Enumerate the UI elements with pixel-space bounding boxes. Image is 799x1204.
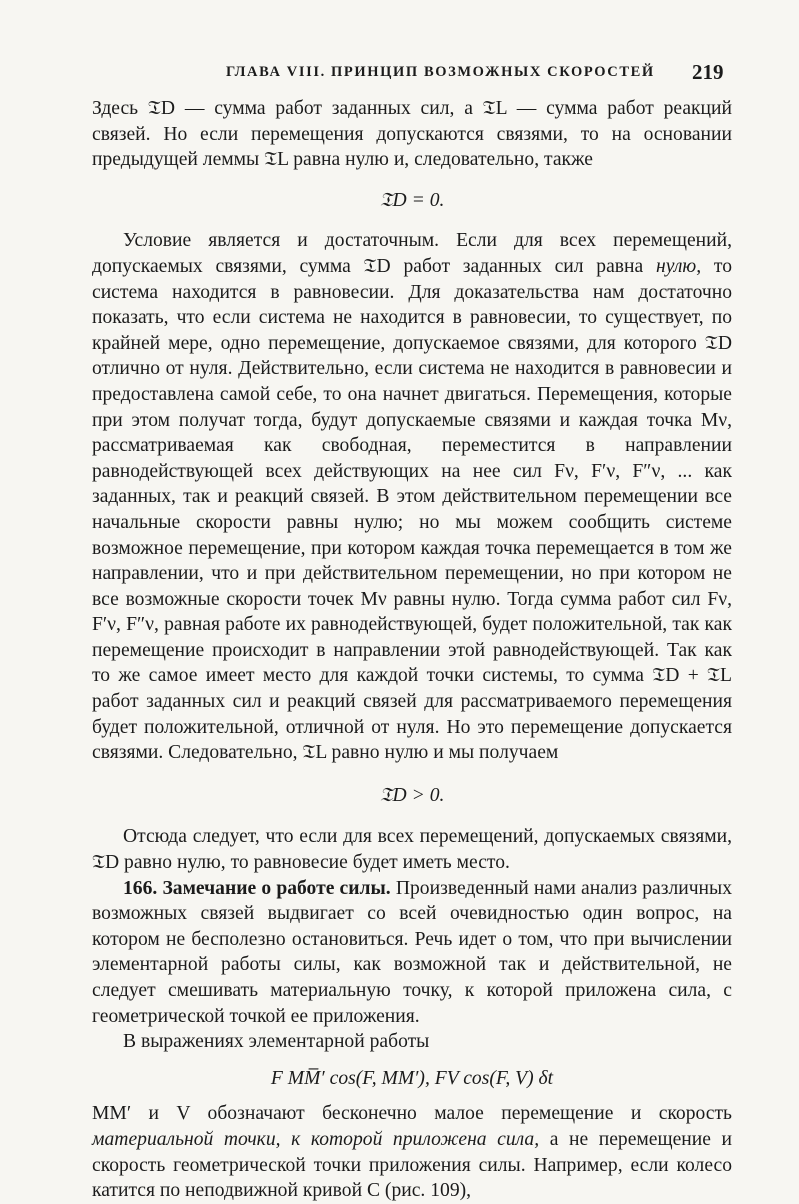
body-text (92, 96, 732, 1204)
equation-elementary-work: F MM̅′ cos(F, MM′), FV cos(F, V) δt (270, 1067, 554, 1089)
paragraph-6 (92, 1101, 732, 1203)
section-166 (92, 876, 732, 1030)
section-title: Замечание о работе силы. (162, 877, 391, 899)
page-header (0, 58, 799, 92)
emphasis-material-point: материальной точки, к которой приложена сила, (92, 1128, 540, 1150)
paragraph-6-rest: а не перемещение и скорость геометрической точки приложения силы. Например, если колесо катится по неподвижной кривой C (рис. 109), (92, 1128, 732, 1202)
section-number: 166. (123, 877, 158, 899)
running-title: ГЛАВА VIII. ПРИНЦИП ВОЗМОЖНЫХ СКОРОСТЕЙ (226, 64, 655, 80)
paragraph-2 (92, 228, 732, 765)
paragraph-3: Отсюда следует, что если для всех перемещений, допускаемых связями, 𝔗D равно нулю, то равновесие будет иметь место. (92, 826, 732, 874)
paragraph-1: Здесь 𝔗D — сумма работ заданных сил, а 𝔗L — сумма работ реакций связей. Но если перемещения допускаются связями, то на основании предыдущей леммы 𝔗L равна нулю и, следовательно, также (92, 98, 732, 171)
section-text: Произведенный нами анализ различных возможных связей выдвигает со всей очевидностью один вопрос, на котором не бесполезно остановиться. Речь идет о том, что при вычислении элементарной работы силы, как возможной так и действительной, не следует смешивать материальную точку, к которой приложена сила, с геометрической точкой ее приложения. (92, 877, 733, 1027)
paragraph-2-rest: то система находится в равновесии. Для доказательства нам достаточно показать, что если система не находится в равновесии, то существует, по крайней мере, одно перемещение, допускаемое связями, для которого 𝔗D отлично от нуля. Действительно, если система не находится в равновесии и предоставлена самой себе, то она начнет двигаться. Перемещения, которые при этом получат тогда, будут допускаемые связями и каждая точка Mν, рассматриваемая как свободная, переместится в направлении равнодействующей всех действующих на нее сил Fν, F′ν, F″ν, ... как заданных, так и реакций связей. В этом действительном перемещении все начальные скорости равны нулю; но мы можем сообщить системе возможное перемещение, при котором каждая точка перемещается в том же направлении, что и при действительном перемещении, но при котором не все возможные скорости точек Mν равны нулю. Тогда сумма работ сил Fν, F′ν, F″ν, равная работе их равнодействующей, будет положительной, так как перемещение происходит в направлении этой равнодействующей. Так как то же самое имеет место для каждой точки системы, то сумма 𝔗D + 𝔗L работ заданных сил и реакций связей для рассматриваемого перемещения будет положительной, отличной от нуля. Но это перемещение допускается связями. Следовательно, 𝔗L равно нулю и мы получаем (92, 255, 733, 764)
paragraph-2-start: Условие является и достаточным. Если для всех перемещений, допускаемых связями, сумма 𝔗D работ заданных сил равна (92, 230, 732, 277)
equation-td-positive: 𝔗D > 0. (379, 784, 445, 806)
equation-td-zero: 𝔗D = 0. (379, 189, 445, 211)
paragraph-6-start: MM′ и V обозначают бесконечно малое перемещение и скорость (92, 1103, 732, 1125)
paragraph-5: В выражениях элементарной работы (123, 1031, 430, 1053)
emphasis-nulyu: нулю, (655, 255, 702, 277)
page-number: 219 (692, 60, 724, 84)
